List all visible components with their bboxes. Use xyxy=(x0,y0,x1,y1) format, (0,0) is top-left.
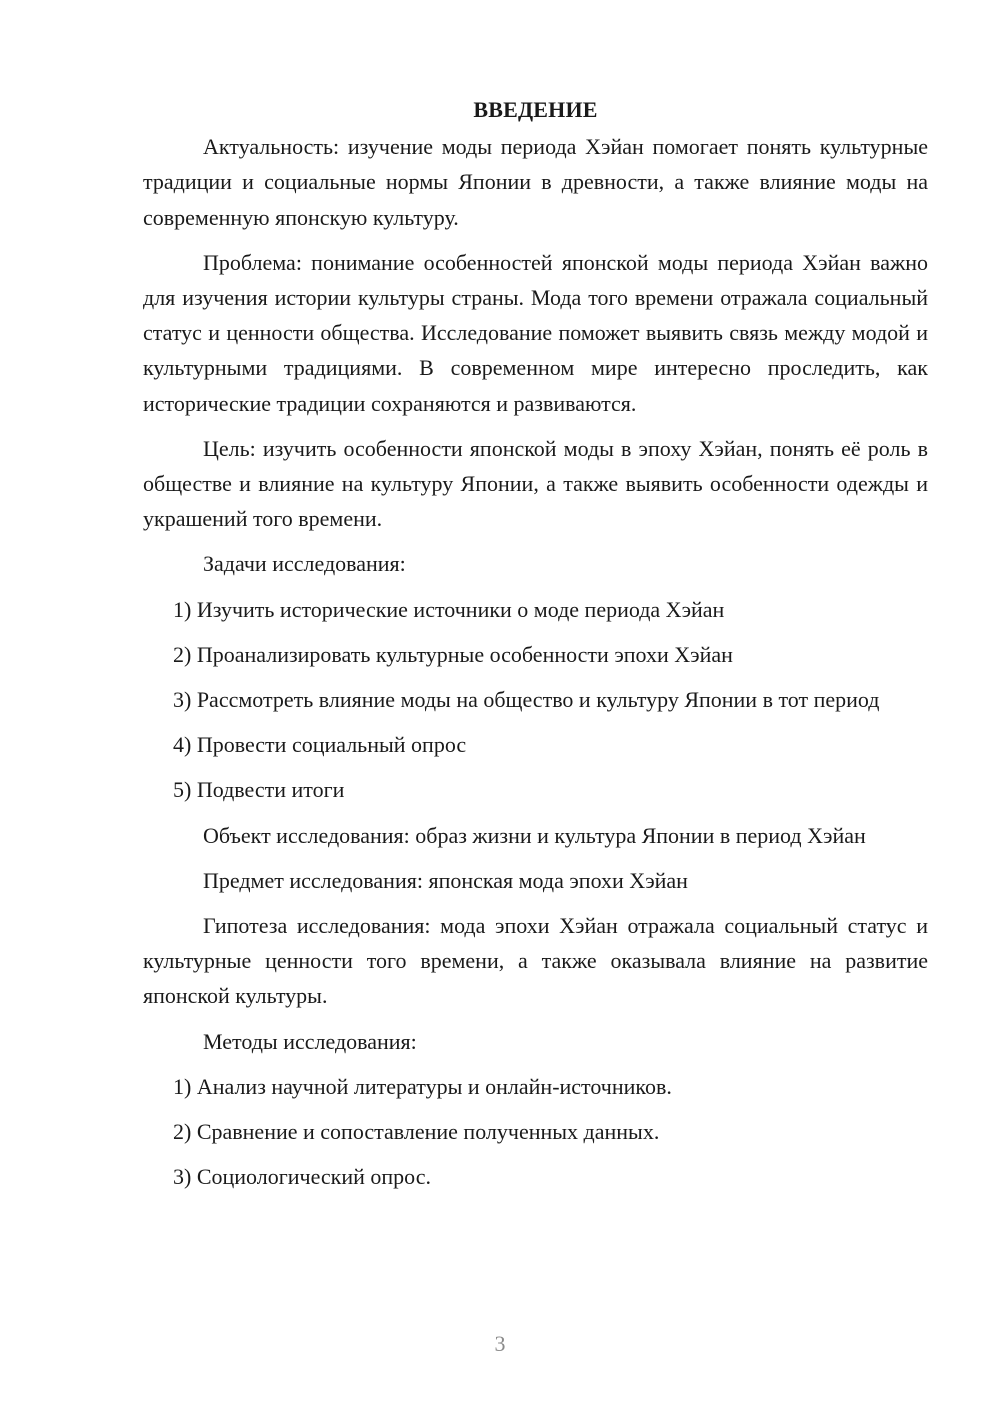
method-item: 2) Сравнение и сопоставление полученных данных. xyxy=(173,1119,660,1145)
relevance-paragraph: Актуальность: изучение моды периода Хэйан помогает понять культурные традиции и социальные нормы Японии в древности, а также влияние моды на современную японскую культуру. xyxy=(143,134,928,230)
section-title: ВВЕДЕНИЕ xyxy=(473,97,598,122)
object-paragraph: Объект исследования: образ жизни и культура Японии в период Хэйан xyxy=(203,822,866,848)
task-item: 4) Провести социальный опрос xyxy=(173,732,467,758)
method-item: 1) Анализ научной литературы и онлайн-источников. xyxy=(173,1073,672,1099)
page-number: 3 xyxy=(494,1331,506,1356)
document-page xyxy=(143,92,928,1204)
method-item: 3) Социологический опрос. xyxy=(173,1164,431,1190)
methods-heading: Методы исследования: xyxy=(203,1028,417,1054)
tasks-heading: Задачи исследования: xyxy=(203,551,406,577)
subject-paragraph: Предмет исследования: японская мода эпохи Хэйан xyxy=(203,867,688,893)
task-item: 3) Рассмотреть влияние моды на общество и культуру Японии в тот период xyxy=(173,687,880,713)
task-item: 2) Проанализировать культурные особенности эпохи Хэйан xyxy=(173,641,733,667)
problem-paragraph: Проблема: понимание особенностей японской моды периода Хэйан важно для изучения истории культуры страны. Мода того времени отражала социальный статус и ценности общества. Исследование поможет выявить связь между модой и культурными традициями. В современном мире интересно проследить, как исторические традиции сохраняются и развиваются. xyxy=(143,249,928,416)
hypothesis-paragraph: Гипотеза исследования: мода эпохи Хэйан отражала социальный статус и культурные ценности того времени, а также оказывала влияние на развитие японской культуры. xyxy=(143,913,928,1009)
task-item: 1) Изучить исторические источники о моде периода Хэйан xyxy=(173,596,725,622)
task-item: 5) Подвести итоги xyxy=(173,777,345,803)
goal-paragraph: Цель: изучить особенности японской моды в эпоху Хэйан, понять её роль в обществе и влияние на культуру Японии, а также выявить особенности одежды и украшений того времени. xyxy=(143,435,928,532)
